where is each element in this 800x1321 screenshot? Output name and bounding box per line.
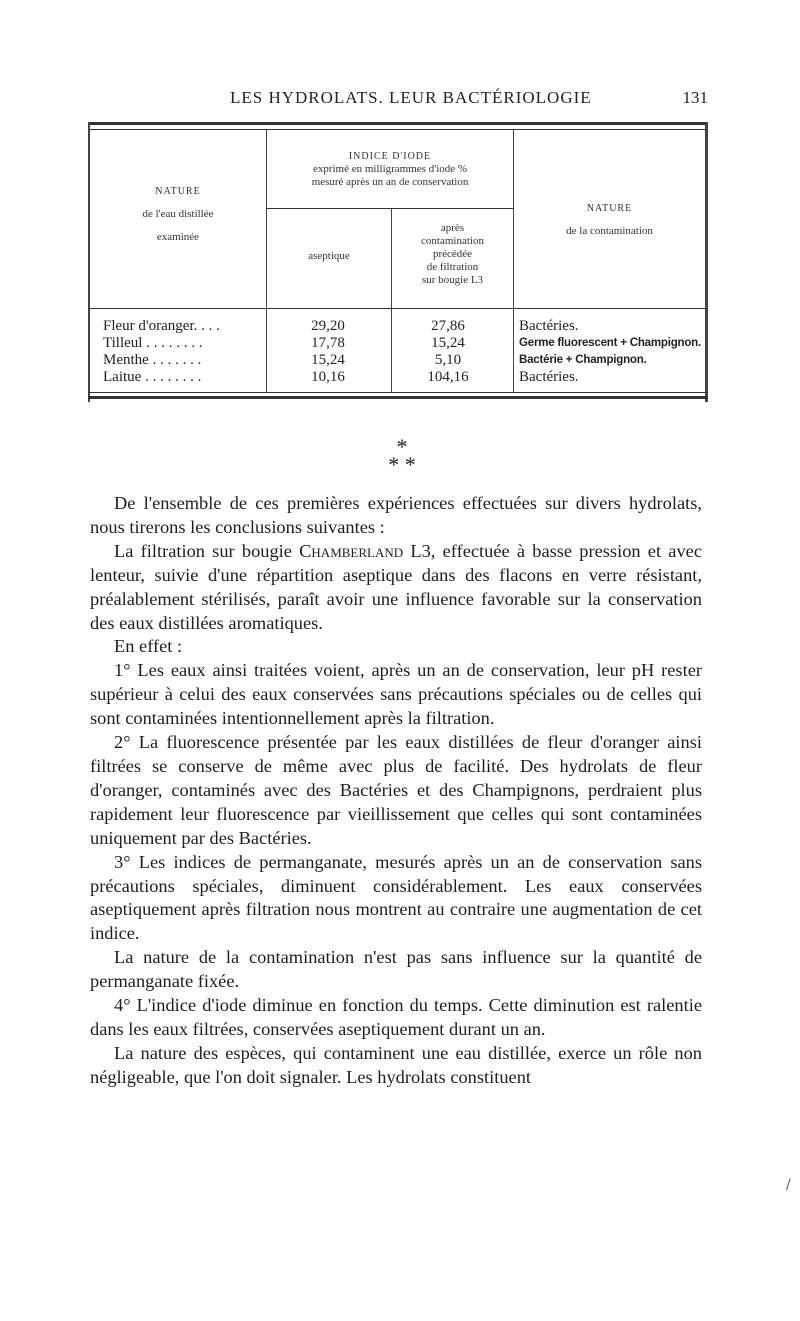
iodine-group-line3: mesuré après un an de conservation xyxy=(311,176,469,188)
table-bottom-rule-thick xyxy=(88,396,708,399)
table-row xyxy=(88,318,708,335)
col-nature-water-line2: de l'eau distillée xyxy=(142,208,214,220)
paragraph: La nature de la contamination n'est pas sans influence sur la quantité de permanganate fixée. xyxy=(90,947,702,992)
iodine-index-table xyxy=(88,122,708,402)
col-nature-contamination-title: NATURE xyxy=(586,203,633,214)
asterism-separator xyxy=(372,434,432,477)
row-aseptique-value: 15,24 xyxy=(311,352,345,368)
row-aseptique-value: 29,20 xyxy=(311,318,345,334)
col-iodine-group-header xyxy=(267,150,513,189)
paragraph xyxy=(90,540,702,636)
row-water-name: Tilleul . . . . . . . . xyxy=(103,335,203,351)
stray-mark: / xyxy=(786,1177,791,1193)
paragraph-text: La filtration sur bougie xyxy=(114,540,292,561)
row-water-name: Menthe . . . . . . . xyxy=(103,352,202,368)
sub-contamination-line3: précédée xyxy=(432,248,473,260)
row-contamination-value: 15,24 xyxy=(431,335,465,351)
paragraph: 4° L'indice d'iode diminue en fonction du temps. Cette diminution est ralentie dans les eaux filtrées, conservées aseptiquement durant un an. xyxy=(90,995,702,1039)
page-header xyxy=(90,86,708,112)
row-contamination-nature: Bactéries. xyxy=(519,369,579,385)
col-nature-contamination-line2: de la contamination xyxy=(566,225,653,237)
author-name: Chamberland xyxy=(299,540,404,561)
iodine-group-title: INDICE D'IODE xyxy=(348,151,432,162)
paragraph: En effet : xyxy=(114,636,183,657)
paragraph: De l'ensemble de ces premières expériences effectuées sur divers hydrolats, nous tirerons les conclusions suivantes : xyxy=(90,493,702,537)
table-row xyxy=(88,352,708,369)
paragraph: La nature des espèces, qui contaminent une eau distillée, exerce un rôle non négligeable, que l'on doit signaler. Les hydrolats constituent xyxy=(90,1042,702,1087)
row-contamination-value: 5,10 xyxy=(434,352,462,368)
sub-contamination-line5: sur bougie L3 xyxy=(421,274,484,286)
iodine-group-line2: exprimé en milligrammes d'iode % xyxy=(312,163,468,175)
row-contamination-nature: Bactérie + Champignon. xyxy=(519,354,647,366)
row-aseptique-value: 10,16 xyxy=(311,369,345,385)
table-row xyxy=(88,335,708,352)
body-text xyxy=(90,492,702,1090)
paragraph: 1° Les eaux ainsi traitées voient, après un an de conservation, leur pH rester supérieur à celui des eaux conservées sans précautions spéciales ou de celles qui sont contaminées intentionnellement après la filtration. xyxy=(90,660,702,729)
row-aseptique-value: 17,78 xyxy=(311,335,345,351)
paragraph: 3° Les indices de permanganate, mesurés après un an de conservation sans précautions spéciales, diminuent considérablement. Les eaux conservées aseptiquement après filtration nous montrent au contraire une augmentation de cet indice. xyxy=(90,851,702,944)
sub-aseptique-label: aseptique xyxy=(308,250,350,262)
row-water-name: Laitue . . . . . . . . xyxy=(103,369,202,385)
paragraph: 2° La fluorescence présentée par les eaux distillées de fleur d'oranger ainsi filtrées se conserve de même avec plus de facilité. Des hydrolats de fleur d'oranger, contaminés avec des Bactéries et des Champignons, perdraient plus rapidement leur fluorescence par vieillissement que celles qui sont contaminées uniquement par des Bactéries. xyxy=(90,732,702,848)
header-bottom-rule xyxy=(88,308,708,309)
sub-contamination-line2: contamination xyxy=(421,235,484,247)
col-nature-water-line3: examinée xyxy=(156,231,200,243)
sub-contamination-line1: après xyxy=(440,222,465,234)
page-number: 131 xyxy=(682,88,708,107)
sub-contamination-header xyxy=(392,222,513,287)
paragraph-text: L3, effectuée à basse pression et avec lenteur, suivie d'une répartition aseptique dans des flacons en verre résistant, préalablement stérilisés, paraît avoir une influence favorable sur la conservation des eaux distillées aromatiques. xyxy=(90,540,702,633)
group-header-rule xyxy=(267,208,513,209)
row-water-name: Fleur d'oranger. . . . xyxy=(103,318,220,334)
table-top-rule xyxy=(88,122,708,125)
running-title: LES HYDROLATS. LEUR BACTÉRIOLOGIE xyxy=(230,88,592,107)
table-top-rule-inner xyxy=(88,129,708,130)
table-bottom-rule xyxy=(88,392,708,393)
sub-aseptique-header xyxy=(267,250,391,263)
asterism-top: * xyxy=(396,434,408,459)
col-nature-contamination-header xyxy=(514,202,705,238)
table-row xyxy=(88,369,708,386)
row-contamination-value: 27,86 xyxy=(431,318,465,334)
sub-contamination-line4: de filtration xyxy=(426,261,479,273)
row-contamination-nature: Bactéries. xyxy=(519,318,579,334)
row-contamination-value: 104,16 xyxy=(427,369,469,385)
row-contamination-nature: Germe fluorescent + Champignon. xyxy=(519,337,701,349)
asterism-bottom: * * xyxy=(388,452,416,477)
col-nature-water-title: NATURE xyxy=(155,186,201,197)
col-nature-water-header xyxy=(90,185,266,244)
